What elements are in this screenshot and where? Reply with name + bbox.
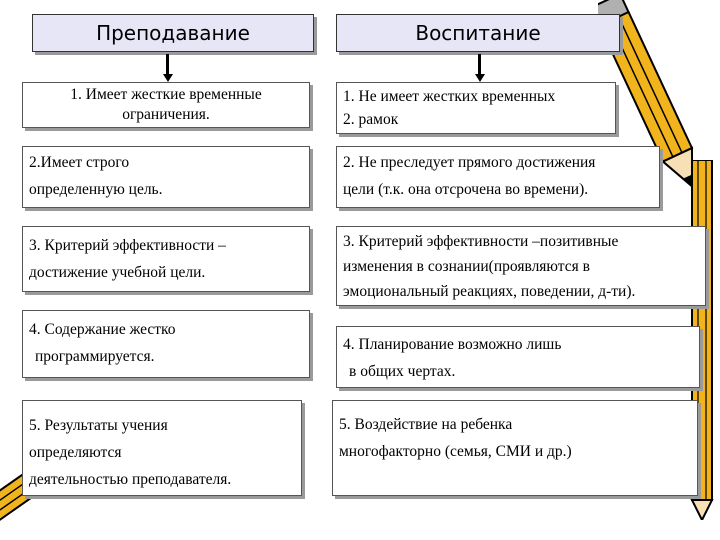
upbringing-item-1-line-1: 1. Не имеет жестких временных <box>343 88 556 105</box>
upbringing-item-5-line-2: многофакторно (семья, СМИ и др.) <box>339 443 572 460</box>
teaching-item-3 <box>22 226 310 292</box>
upbringing-item-1-line-2: 2. рамок <box>343 111 399 128</box>
upbringing-item-3-line-2: изменения в сознании(проявляются в <box>343 258 590 275</box>
teaching-item-1-line-2: ограничения. <box>122 106 210 123</box>
teaching-item-3-line-1: 3. Критерий эффективности – <box>29 237 226 254</box>
teaching-item-4-line-2: программируется. <box>35 348 155 365</box>
upbringing-item-2-line-1: 2. Не преследует прямого достижения <box>343 154 596 171</box>
upbringing-item-4-line-1: 4. Планирование возможно лишь <box>343 336 562 353</box>
teaching-item-5-line-2: определяются <box>29 444 122 461</box>
teaching-item-2-line-2: определенную цель. <box>29 181 163 198</box>
teaching-item-4 <box>22 310 310 378</box>
upbringing-item-5 <box>332 400 698 496</box>
teaching-item-5 <box>22 400 302 496</box>
teaching-item-5-line-1: 5. Результаты учения <box>29 417 168 434</box>
upbringing-item-4-line-2: в общих чертах. <box>349 363 456 380</box>
upbringing-item-1 <box>336 82 616 134</box>
teaching-item-1 <box>22 82 310 128</box>
teaching-item-5-line-3: деятельностью преподавателя. <box>29 471 232 488</box>
upbringing-item-2-line-2: цели (т.к. она отсрочена во времени). <box>343 181 589 198</box>
teaching-item-3-line-2: достижение учебной цели. <box>29 264 206 281</box>
teaching-item-4-line-1: 4. Содержание жестко <box>29 321 176 338</box>
teaching-item-2-line-1: 2.Имеет строго <box>29 154 130 171</box>
upbringing-item-2 <box>336 146 660 208</box>
upbringing-item-5-line-1: 5. Воздействие на ребенка <box>339 416 513 433</box>
arrow-connector-left <box>166 54 169 76</box>
teaching-item-2 <box>22 146 310 208</box>
teaching-item-1-line-1: 1. Имеет жесткие временные <box>70 86 262 103</box>
header-upbringing: Воспитание <box>336 14 620 52</box>
upbringing-item-3-line-3: эмоциональный реакциях, поведении, д-ти). <box>343 283 636 300</box>
upbringing-item-4 <box>336 326 700 388</box>
arrow-connector-right <box>478 54 481 76</box>
arrow-head-left <box>163 74 173 82</box>
header-teaching: Преподавание <box>32 14 314 52</box>
arrow-head-right <box>475 74 485 82</box>
upbringing-item-3 <box>336 226 706 306</box>
upbringing-item-3-line-1: 3. Критерий эффективности –позитивные <box>343 233 619 250</box>
